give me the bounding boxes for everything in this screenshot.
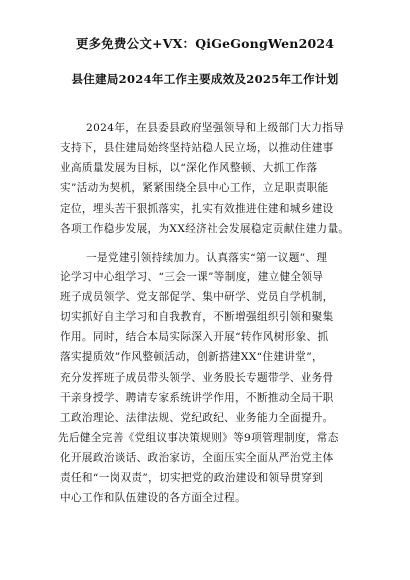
paragraph-1-line-3: 业高质量发展为目标，以“深化作风整顿、大抓工作落 (60, 162, 318, 174)
paragraph-2-line-1: 一是党建引领持续加力。认真落实“第一议题”、理 (86, 252, 328, 264)
paragraph-2-line-6: 落实提质效”作风整顿活动，创新搭建XX“住建讲堂”， (60, 351, 323, 363)
paragraph-1-line-1: 2024年，在县委县政府坚强领导和上级部门大力指导 (86, 122, 345, 134)
promo-header: 更多免费公文+VX：QiGeGongWen2024 (75, 36, 335, 51)
paragraph-2-line-11: 化开展政治谈话、政治家访，全面压实全面从严治党主体 (60, 452, 334, 464)
paragraph-2-line-8: 干亲身授学、聘请专家系统讲学作用，不断推动全局干职 (60, 392, 334, 404)
paragraph-2-line-9: 工政治理论、法律法规、党纪政纪、业务能力全面提升。 (60, 412, 334, 424)
paragraph-1-line-4: 实”活动为契机，紧紧围绕全县中心工作，立足职责职能 (60, 182, 329, 194)
paragraph-2-line-10: 先后健全完善《党组议事决策规则》等9项管理制度，常态 (58, 432, 339, 444)
paragraph-2-line-12: 责任和“一岗双责”，切实把党的政治建设和领导贯穿到 (60, 472, 324, 484)
document-title: 县住建局2024年工作主要成效及2025年工作计划 (71, 72, 339, 86)
paragraph-1-line-2: 支持下，县住建局始终坚持站稳人民立场，以推动住建事 (60, 142, 334, 154)
paragraph-2-line-4: 切实抓好自主学习和自我教育，不断增强组织引领和聚集 (60, 311, 334, 323)
paragraph-2-line-13: 中心工作和队伍建设的各方面全过程。 (60, 492, 247, 504)
paragraph-2-line-5: 作用。同时，结合本局实际深入开展“转作风树形象、抓 (60, 331, 329, 343)
paragraph-2-line-7: 充分发挥班子成员带头领学、业务股长专题带学、业务骨 (60, 372, 334, 384)
paragraph-2-line-3: 班子成员领学、党支部促学、集中研学、党员自学机制， (60, 291, 334, 303)
paragraph-1-line-5: 定位，埋头苦干狠抓落实，扎实有效推进住建和城乡建设 (60, 203, 334, 215)
paragraph-2-line-2: 论学习中心组学习、“三会一课”等制度，建立健全领导 (60, 271, 324, 283)
paragraph-1-line-6: 各项工作稳步发展，为XX经济社会发展稳定贡献住建力量。 (60, 223, 350, 235)
